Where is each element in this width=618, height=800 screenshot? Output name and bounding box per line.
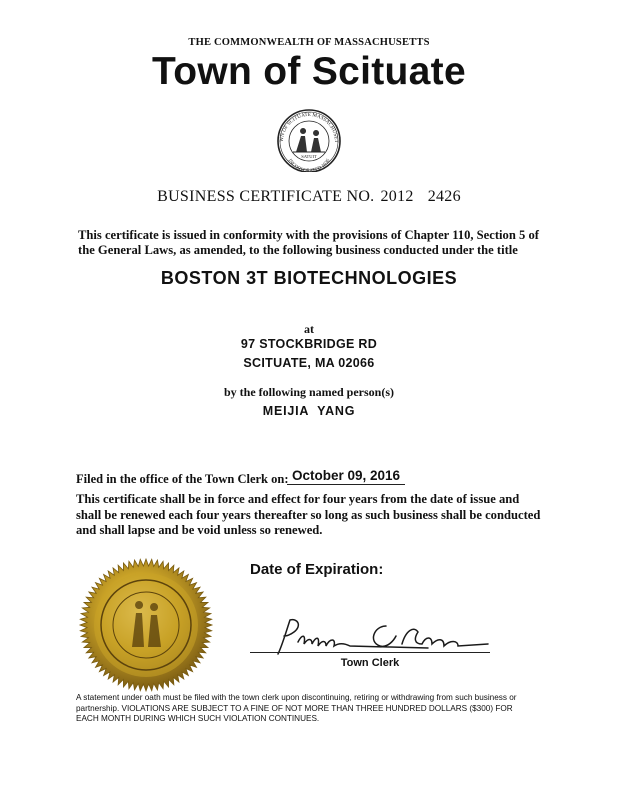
- gold-seal-face: [94, 573, 198, 677]
- filed-date: October 09, 2016: [287, 468, 405, 485]
- svg-text:INCORPORATED 1636: [287, 158, 332, 172]
- intro-paragraph: This certificate is issued in conformity with the provisions of Chapter 110, Section 5 of the General Laws, as amended, to the following business conducted under the title: [78, 228, 539, 257]
- person-name: MEIJIA YANG: [262, 404, 356, 418]
- address-line2: SCITUATE, MA 02066: [243, 356, 375, 370]
- signature-line: [250, 652, 490, 653]
- certificate-number-year: 2012: [380, 188, 414, 205]
- force-paragraph: This certificate shall be in force and effect for four years from the date of issue and shall be renewed each four years thereafter so long as such business shall be conducted and shall lapse and be void unless so renewed.: [76, 492, 541, 538]
- certificate-title: [0, 188, 618, 206]
- address-line1: 97 STOCKBRIDGE RD: [240, 337, 378, 351]
- certificate-title-label: BUSINESS CERTIFICATE NO.: [157, 188, 375, 205]
- seal-center-text: SATUIT: [301, 154, 317, 159]
- seal-bottom-text: INCORPORATED 1636: [286, 158, 332, 172]
- expiration-label: Date of Expiration:: [250, 561, 384, 578]
- town-clerk-label: Town Clerk: [340, 657, 400, 669]
- seal-top-text: WN OF SCITUATE MASSACHUSET: [278, 111, 340, 143]
- legal-notice: A statement under oath must be filed with the town clerk upon discontinuing, retiring or withdrawing from such business or partnership. VIOLATIONS ARE SUBJECT TO A FINE OF NOT MORE THAN THREE HUNDRED DOLLARS ($300) FOR EACH MONTH DURING WHICH SUCH VIOLATION CONTINUES.: [76, 693, 517, 723]
- persons-label: by the following named person(s): [223, 385, 394, 399]
- commonwealth-heading: THE COMMONWEALTH OF MASSACHUSETTS: [188, 37, 430, 48]
- certificate-number-seq: 2426: [427, 188, 461, 205]
- filed-label: Filed in the office of the Town Clerk on:: [76, 472, 289, 486]
- business-name: BOSTON 3T BIOTECHNOLOGIES: [160, 268, 458, 288]
- at-label: at: [304, 322, 314, 336]
- town-title: Town of Scituate: [152, 50, 466, 93]
- gold-foil-seal-icon: [76, 555, 216, 695]
- town-seal-icon: [263, 108, 355, 172]
